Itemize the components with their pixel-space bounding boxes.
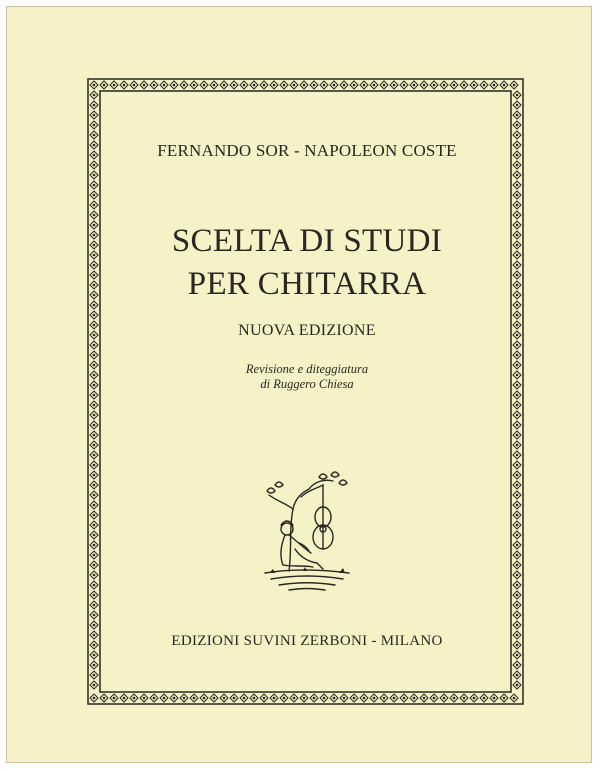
authors: FERNANDO SOR - NAPOLEON COSTE [157, 141, 457, 160]
credit-line-1: Revisione e diteggiatura [245, 362, 369, 376]
guitarist-under-tree-icon [259, 469, 355, 599]
credit-line-2: di Ruggero Chiesa [260, 377, 354, 391]
title-line-1: SCELTA DI STUDI [171, 223, 443, 259]
publisher: EDIZIONI SUVINI ZERBONI - MILANO [171, 633, 443, 649]
title-line-2: PER CHITARRA [187, 266, 427, 302]
score-cover [6, 6, 592, 763]
edition: NUOVA EDIZIONE [238, 322, 376, 339]
